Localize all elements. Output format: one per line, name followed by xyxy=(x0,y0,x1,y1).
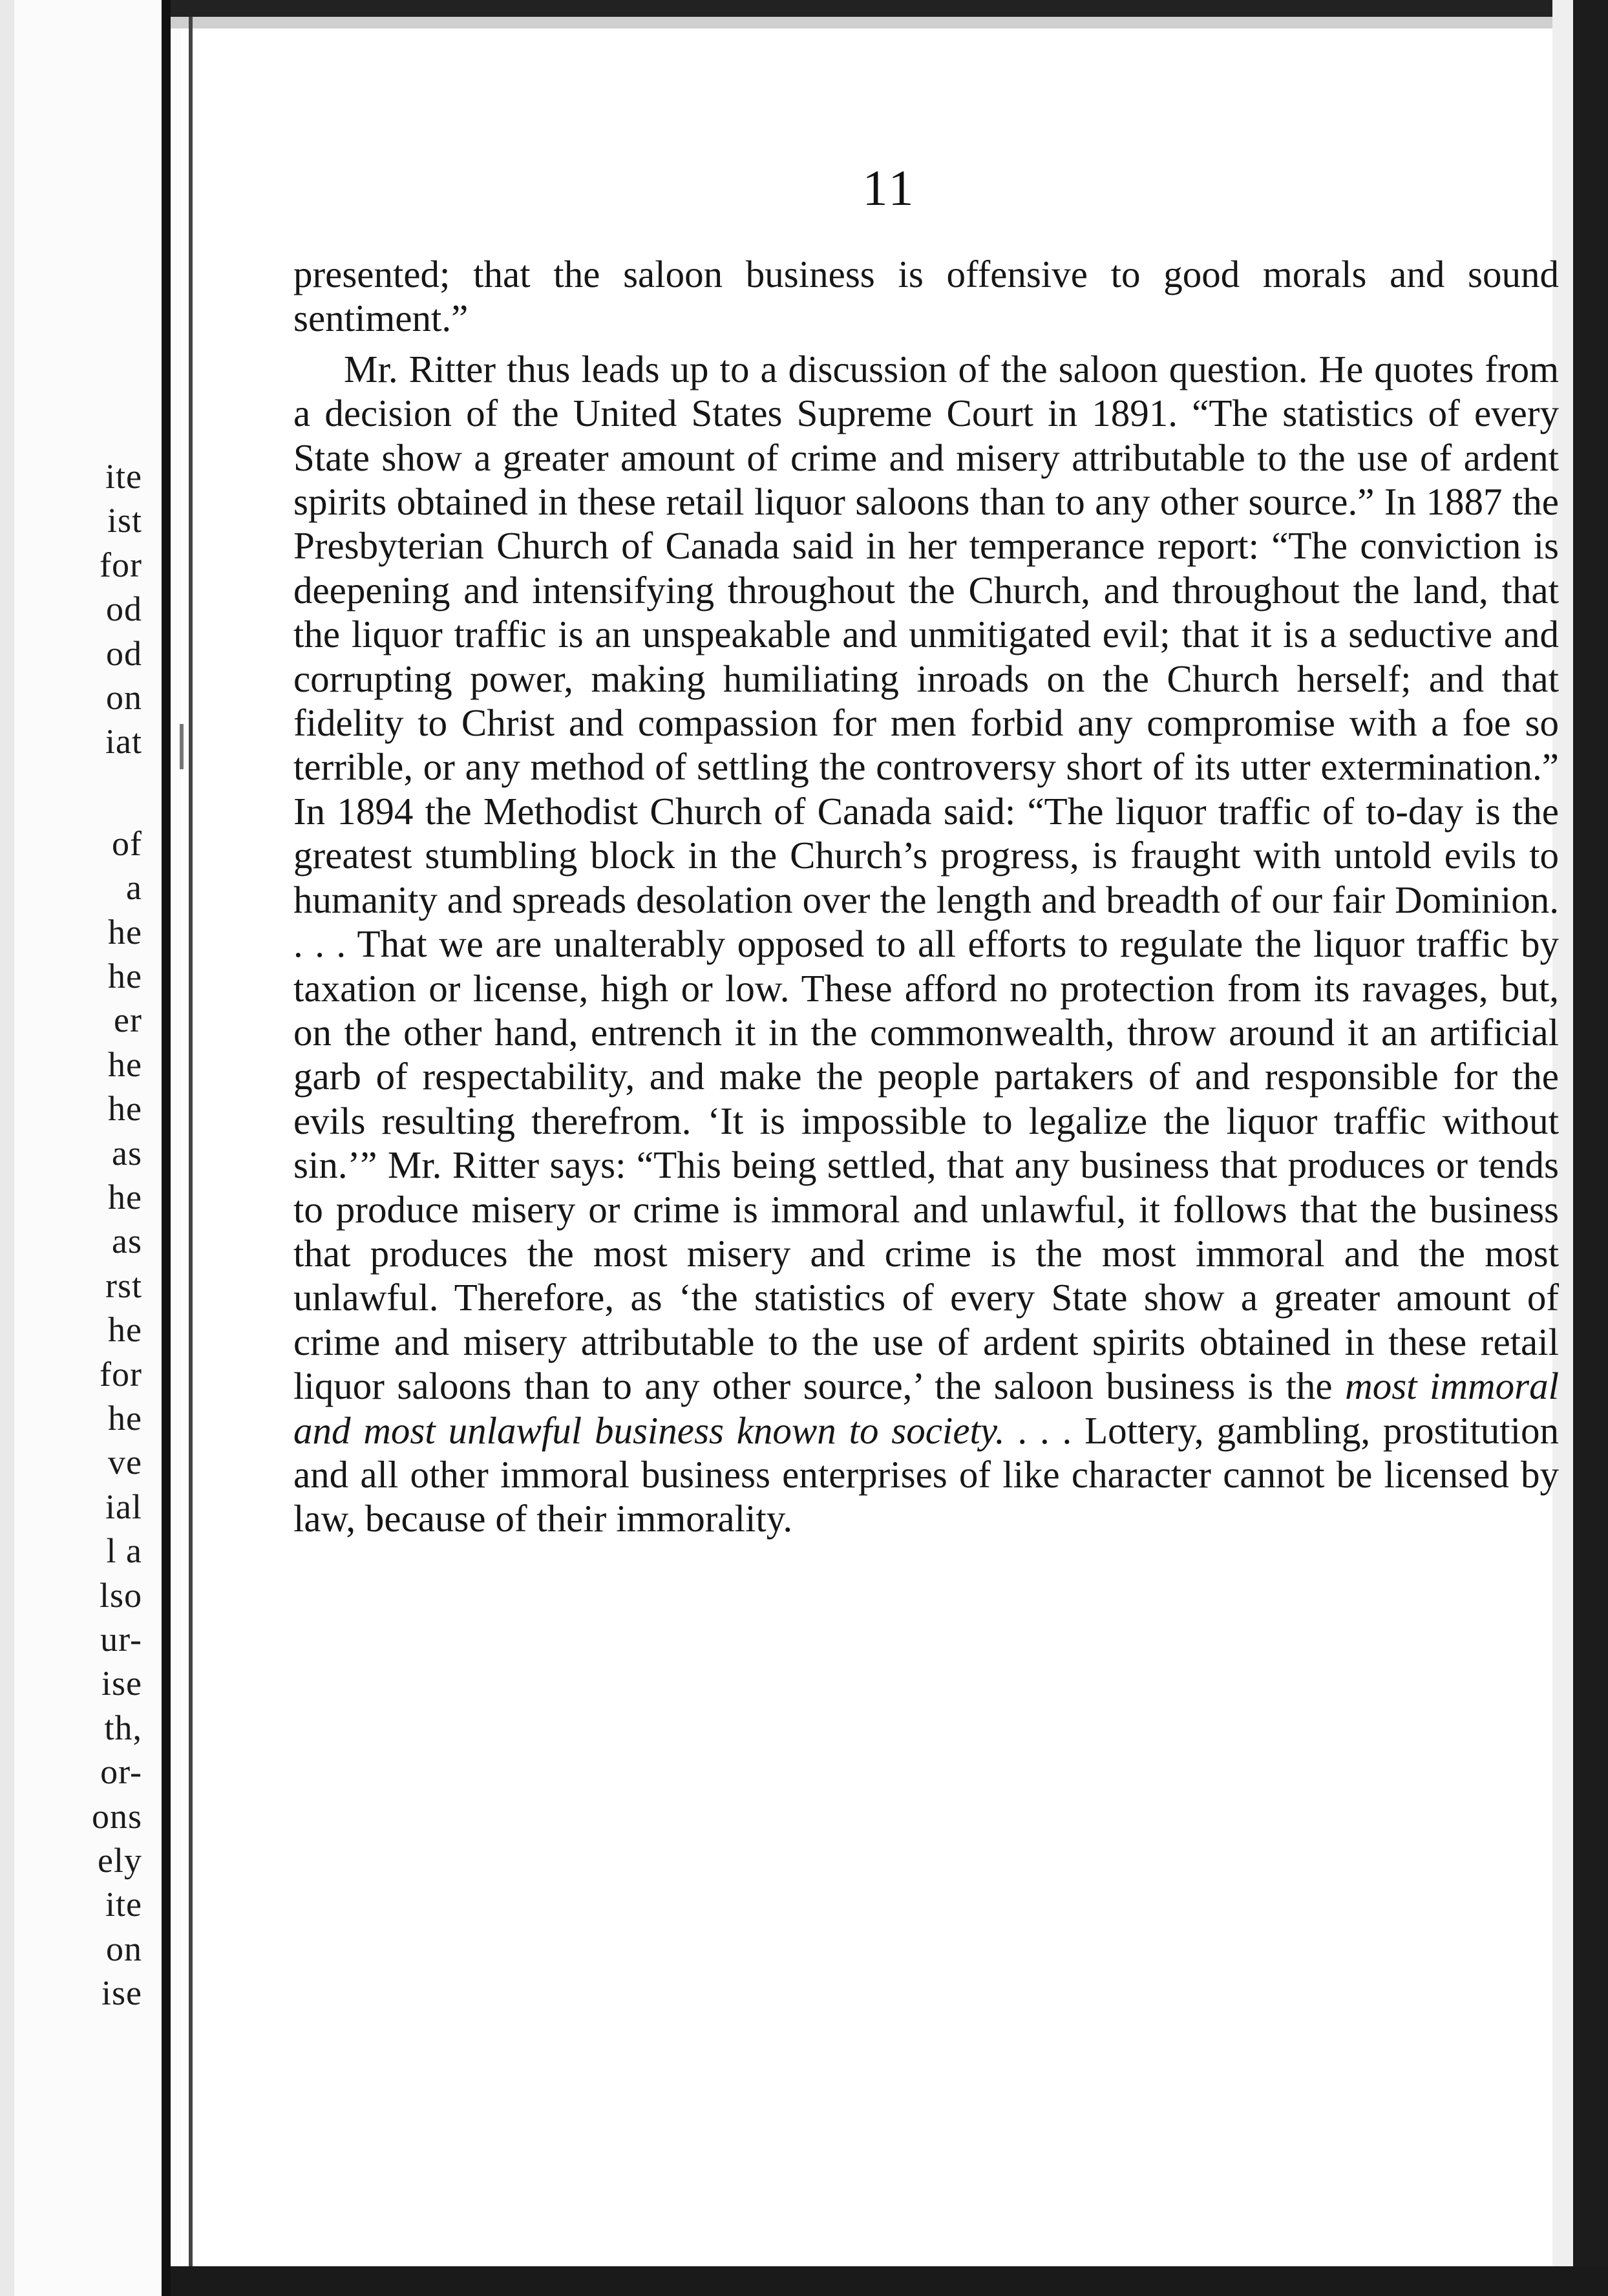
left-page-fragment: ve xyxy=(108,1443,142,1482)
left-page-fragment: he xyxy=(108,1177,142,1217)
left-page-fragment: iat xyxy=(105,722,142,761)
left-page-fragment: ite xyxy=(105,457,142,496)
left-page-fragment: l a xyxy=(106,1531,142,1571)
page-inner-edge xyxy=(189,17,193,2279)
scan-top-shadow xyxy=(171,17,1608,28)
paragraph-main-text-end: . . . Lottery, gambling, prostitution and all other immoral business enterprises of like character cannot be licensed by law, because of their immorality. xyxy=(293,1408,1560,1540)
left-page-fragment: od xyxy=(106,633,142,673)
left-page-fragment: ial xyxy=(105,1487,142,1526)
page-gutter-edge xyxy=(162,0,171,2296)
left-page-fragment: on xyxy=(106,678,142,717)
left-page-fragment: he xyxy=(108,1398,142,1438)
left-page-fragment: as xyxy=(112,1222,142,1261)
body-text xyxy=(293,252,1559,1541)
left-page-fragment: lso xyxy=(99,1575,142,1615)
left-page-fragment: as xyxy=(112,1133,142,1173)
left-page-fragment: for xyxy=(100,545,142,584)
left-page-fragment: ons xyxy=(91,1796,142,1836)
left-page-fragment: ise xyxy=(101,1973,142,2013)
scan-bottom-border xyxy=(171,2266,1608,2296)
left-page-fragment: on xyxy=(106,1929,142,1968)
paragraph-main-text: Mr. Ritter thus leads up to a discussion of the saloon question. He quotes from a decision of the United States Supreme Court in 1891. “The statistics of every State show a greater amount of crime and misery attributable to the use of ardent spirits obtained in these retail liquor saloons than to any other source.” In 1887 the Presbyterian Church of Canada said in her temperance report: “The conviction is deepening and intensifying throughout the Church, and throughout the land, that the liquor traffic is an unspeakable and unmitigated evil; that it is a seductive and corrupting power, making humiliating inroads on the Church herself; and that fidelity to Christ and compassion for men forbid any compromise with a foe so terrible, or any method of settling the controversy short of its utter extermination.” In 1894 the Methodist Church of Canada said: “The liquor traffic of to-day is the greatest stumbling block in the Church’s progress, is fraught with untold evils to humanity and spreads desolation over the length and breadth of our fair Dominion. . . . That we are unalterably opposed to all efforts to regulate the liquor traffic by taxation or license, high or low. These afford no protection from its ravages, but, on the other hand, entrench it in the commonwealth, throw around it an artificial garb of respectability, and make the people partakers of and responsible for the evils resulting therefrom. ‘It is impossible to legalize the liquor traffic without sin.’” Mr. Ritter says: “This being settled, that any business that produces or tends to produce misery or crime is immoral and unlawful, it follows that the business that produces the most misery and crime is the most immoral and the most unlawful. Therefore, as ‘the statistics of every State show a greater amount of crime and misery attributable to the use of ardent spirits obtained in these retail liquor saloons than to any other source,’ the saloon business is the xyxy=(293,347,1559,1408)
left-page-border xyxy=(0,0,14,2296)
left-page-fragment: he xyxy=(108,956,142,995)
scan-top-border xyxy=(171,0,1608,17)
left-page-fragment: of xyxy=(112,824,142,863)
left-page-fragment: ite xyxy=(105,1885,142,1924)
left-page-fragment: a xyxy=(126,868,142,908)
left-page-fragment: ely xyxy=(98,1840,142,1880)
left-page-fragment: ise xyxy=(101,1664,142,1703)
left-page-fragment: he xyxy=(108,1045,142,1084)
spine-mark xyxy=(180,724,184,769)
left-page-fragment: or- xyxy=(100,1752,142,1792)
left-page-fragment: rst xyxy=(105,1266,142,1305)
page-number: 11 xyxy=(862,160,916,216)
left-page-edge xyxy=(0,0,181,2296)
left-page-fragment: he xyxy=(108,1310,142,1350)
right-page xyxy=(171,0,1608,2296)
left-page-fragment: he xyxy=(108,912,142,951)
scan-right-border xyxy=(1573,0,1608,2296)
left-page-fragment: for xyxy=(100,1354,142,1394)
paragraph-main xyxy=(293,347,1559,1541)
paragraph-main-italic: most immoral and most unlawful business known to society. xyxy=(293,1365,1560,1452)
paragraph-continued: presented; that the saloon business is offensive to good morals and sound sentiment.” xyxy=(293,253,1559,340)
left-page-fragment: th, xyxy=(104,1708,142,1747)
left-page-fragment: he xyxy=(108,1089,142,1129)
left-page-fragment: er xyxy=(114,1001,142,1040)
left-page-fragment: od xyxy=(106,590,142,629)
left-page-fragment: ur- xyxy=(100,1619,142,1659)
left-page-fragment: ist xyxy=(107,501,142,540)
